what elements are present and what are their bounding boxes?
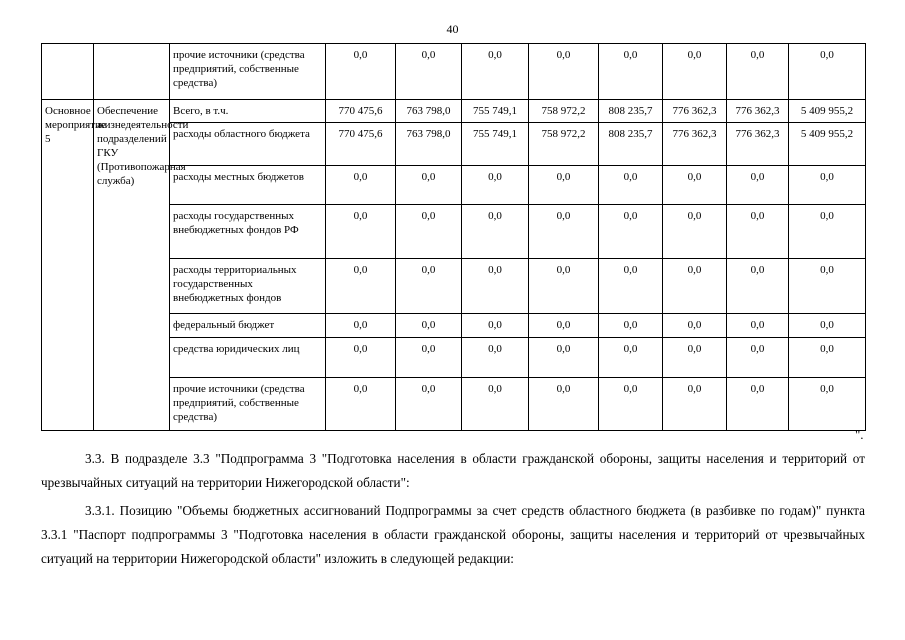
value-cell: 0,0 [727,44,789,100]
value-cell: 0,0 [599,259,663,314]
value-cell: 0,0 [789,44,866,100]
value-cell: 0,0 [462,378,529,431]
value-cell: 0,0 [789,259,866,314]
value-cell: 0,0 [462,205,529,259]
row-label: расходы местных бюджетов [170,166,326,205]
row-label: Всего, в т.ч. [170,100,326,123]
value-cell: 770 475,6 [326,100,396,123]
value-cell: 0,0 [727,205,789,259]
value-cell: 776 362,3 [663,100,727,123]
value-cell: 0,0 [727,259,789,314]
table-row [42,44,866,100]
value-cell: 776 362,3 [663,123,727,166]
value-cell: 0,0 [599,44,663,100]
value-cell: 758 972,2 [529,100,599,123]
value-cell: 808 235,7 [599,123,663,166]
value-cell: 0,0 [529,205,599,259]
value-cell: 0,0 [529,259,599,314]
value-cell: 0,0 [326,44,396,100]
table-row [42,100,866,123]
value-cell: 0,0 [789,378,866,431]
value-cell: 0,0 [727,166,789,205]
event-description-cell: Обеспечение жизнедеятельности подразделений ГКУ (Противопожарная служба) [94,100,170,431]
value-cell: 0,0 [663,378,727,431]
value-cell: 763 798,0 [396,123,462,166]
row-label: расходы территориальных государственных внебюджетных фондов [170,259,326,314]
value-cell: 0,0 [599,378,663,431]
row-label: федеральный бюджет [170,314,326,338]
value-cell: 5 409 955,2 [789,100,866,123]
value-cell: 0,0 [396,166,462,205]
value-cell: 0,0 [529,378,599,431]
value-cell: 755 749,1 [462,100,529,123]
value-cell: 0,0 [663,259,727,314]
value-cell: 0,0 [396,205,462,259]
row-label: прочие источники (средства предприятий, собственные средства) [170,378,326,431]
value-cell: 0,0 [529,314,599,338]
value-cell: 776 362,3 [727,123,789,166]
paragraph-3-3 [41,447,865,495]
paragraph-text: 3.3. В подразделе 3.3 "Подпрограмма 3 "Подготовка населения в области гражданской обороны, защиты населения и территорий от чрезвычайных ситуаций на территории Нижегородской области": [41,451,865,490]
value-cell: 0,0 [663,338,727,378]
empty-cell [42,44,94,100]
value-cell: 0,0 [326,378,396,431]
value-cell: 0,0 [529,166,599,205]
value-cell: 0,0 [789,338,866,378]
value-cell: 0,0 [396,338,462,378]
value-cell: 755 749,1 [462,123,529,166]
row-label: расходы областного бюджета [170,123,326,166]
event-name-cell: Основное мероприятие 5 [42,100,94,431]
paragraph-3-3-1 [41,499,865,571]
row-label: прочие источники (средства предприятий, собственные средства) [170,44,326,100]
value-cell: 5 409 955,2 [789,123,866,166]
value-cell: 0,0 [462,259,529,314]
value-cell: 0,0 [396,314,462,338]
value-cell: 0,0 [462,314,529,338]
value-cell: 0,0 [727,338,789,378]
value-cell: 0,0 [462,338,529,378]
value-cell: 0,0 [326,205,396,259]
value-cell: 0,0 [326,166,396,205]
page-number: 40 [446,22,459,36]
value-cell: 0,0 [789,205,866,259]
value-cell: 0,0 [396,44,462,100]
paragraph-text: 3.3.1. Позицию "Объемы бюджетных ассигнований Подпрограммы за счет средств областного бюджета (в разбивке по годам)" пункта 3.3.1 "Паспорт подпрограммы 3 "Подготовка населения в области гражданской обороны, защиты населения и территорий от чрезвычайных ситуаций на территории Нижегородской области" изложить в следующей редакции: [41,503,865,566]
value-cell: 0,0 [462,44,529,100]
budget-table [41,43,866,431]
value-cell: 0,0 [462,166,529,205]
value-cell: 0,0 [599,338,663,378]
value-cell: 808 235,7 [599,100,663,123]
value-cell: 763 798,0 [396,100,462,123]
value-cell: 0,0 [727,378,789,431]
value-cell: 758 972,2 [529,123,599,166]
value-cell: 776 362,3 [727,100,789,123]
row-label: средства юридических лиц [170,338,326,378]
value-cell: 0,0 [599,205,663,259]
row-label: расходы государственных внебюджетных фондов РФ [170,205,326,259]
value-cell: 0,0 [326,259,396,314]
value-cell: 0,0 [396,259,462,314]
closing-quote: ". [855,427,864,442]
value-cell: 0,0 [727,314,789,338]
empty-cell [94,44,170,100]
value-cell: 0,0 [326,338,396,378]
value-cell: 0,0 [663,44,727,100]
value-cell: 0,0 [529,338,599,378]
value-cell: 0,0 [599,314,663,338]
value-cell: 0,0 [529,44,599,100]
value-cell: 0,0 [599,166,663,205]
value-cell: 770 475,6 [326,123,396,166]
value-cell: 0,0 [396,378,462,431]
value-cell: 0,0 [326,314,396,338]
value-cell: 0,0 [663,205,727,259]
value-cell: 0,0 [663,314,727,338]
value-cell: 0,0 [789,314,866,338]
value-cell: 0,0 [789,166,866,205]
value-cell: 0,0 [663,166,727,205]
